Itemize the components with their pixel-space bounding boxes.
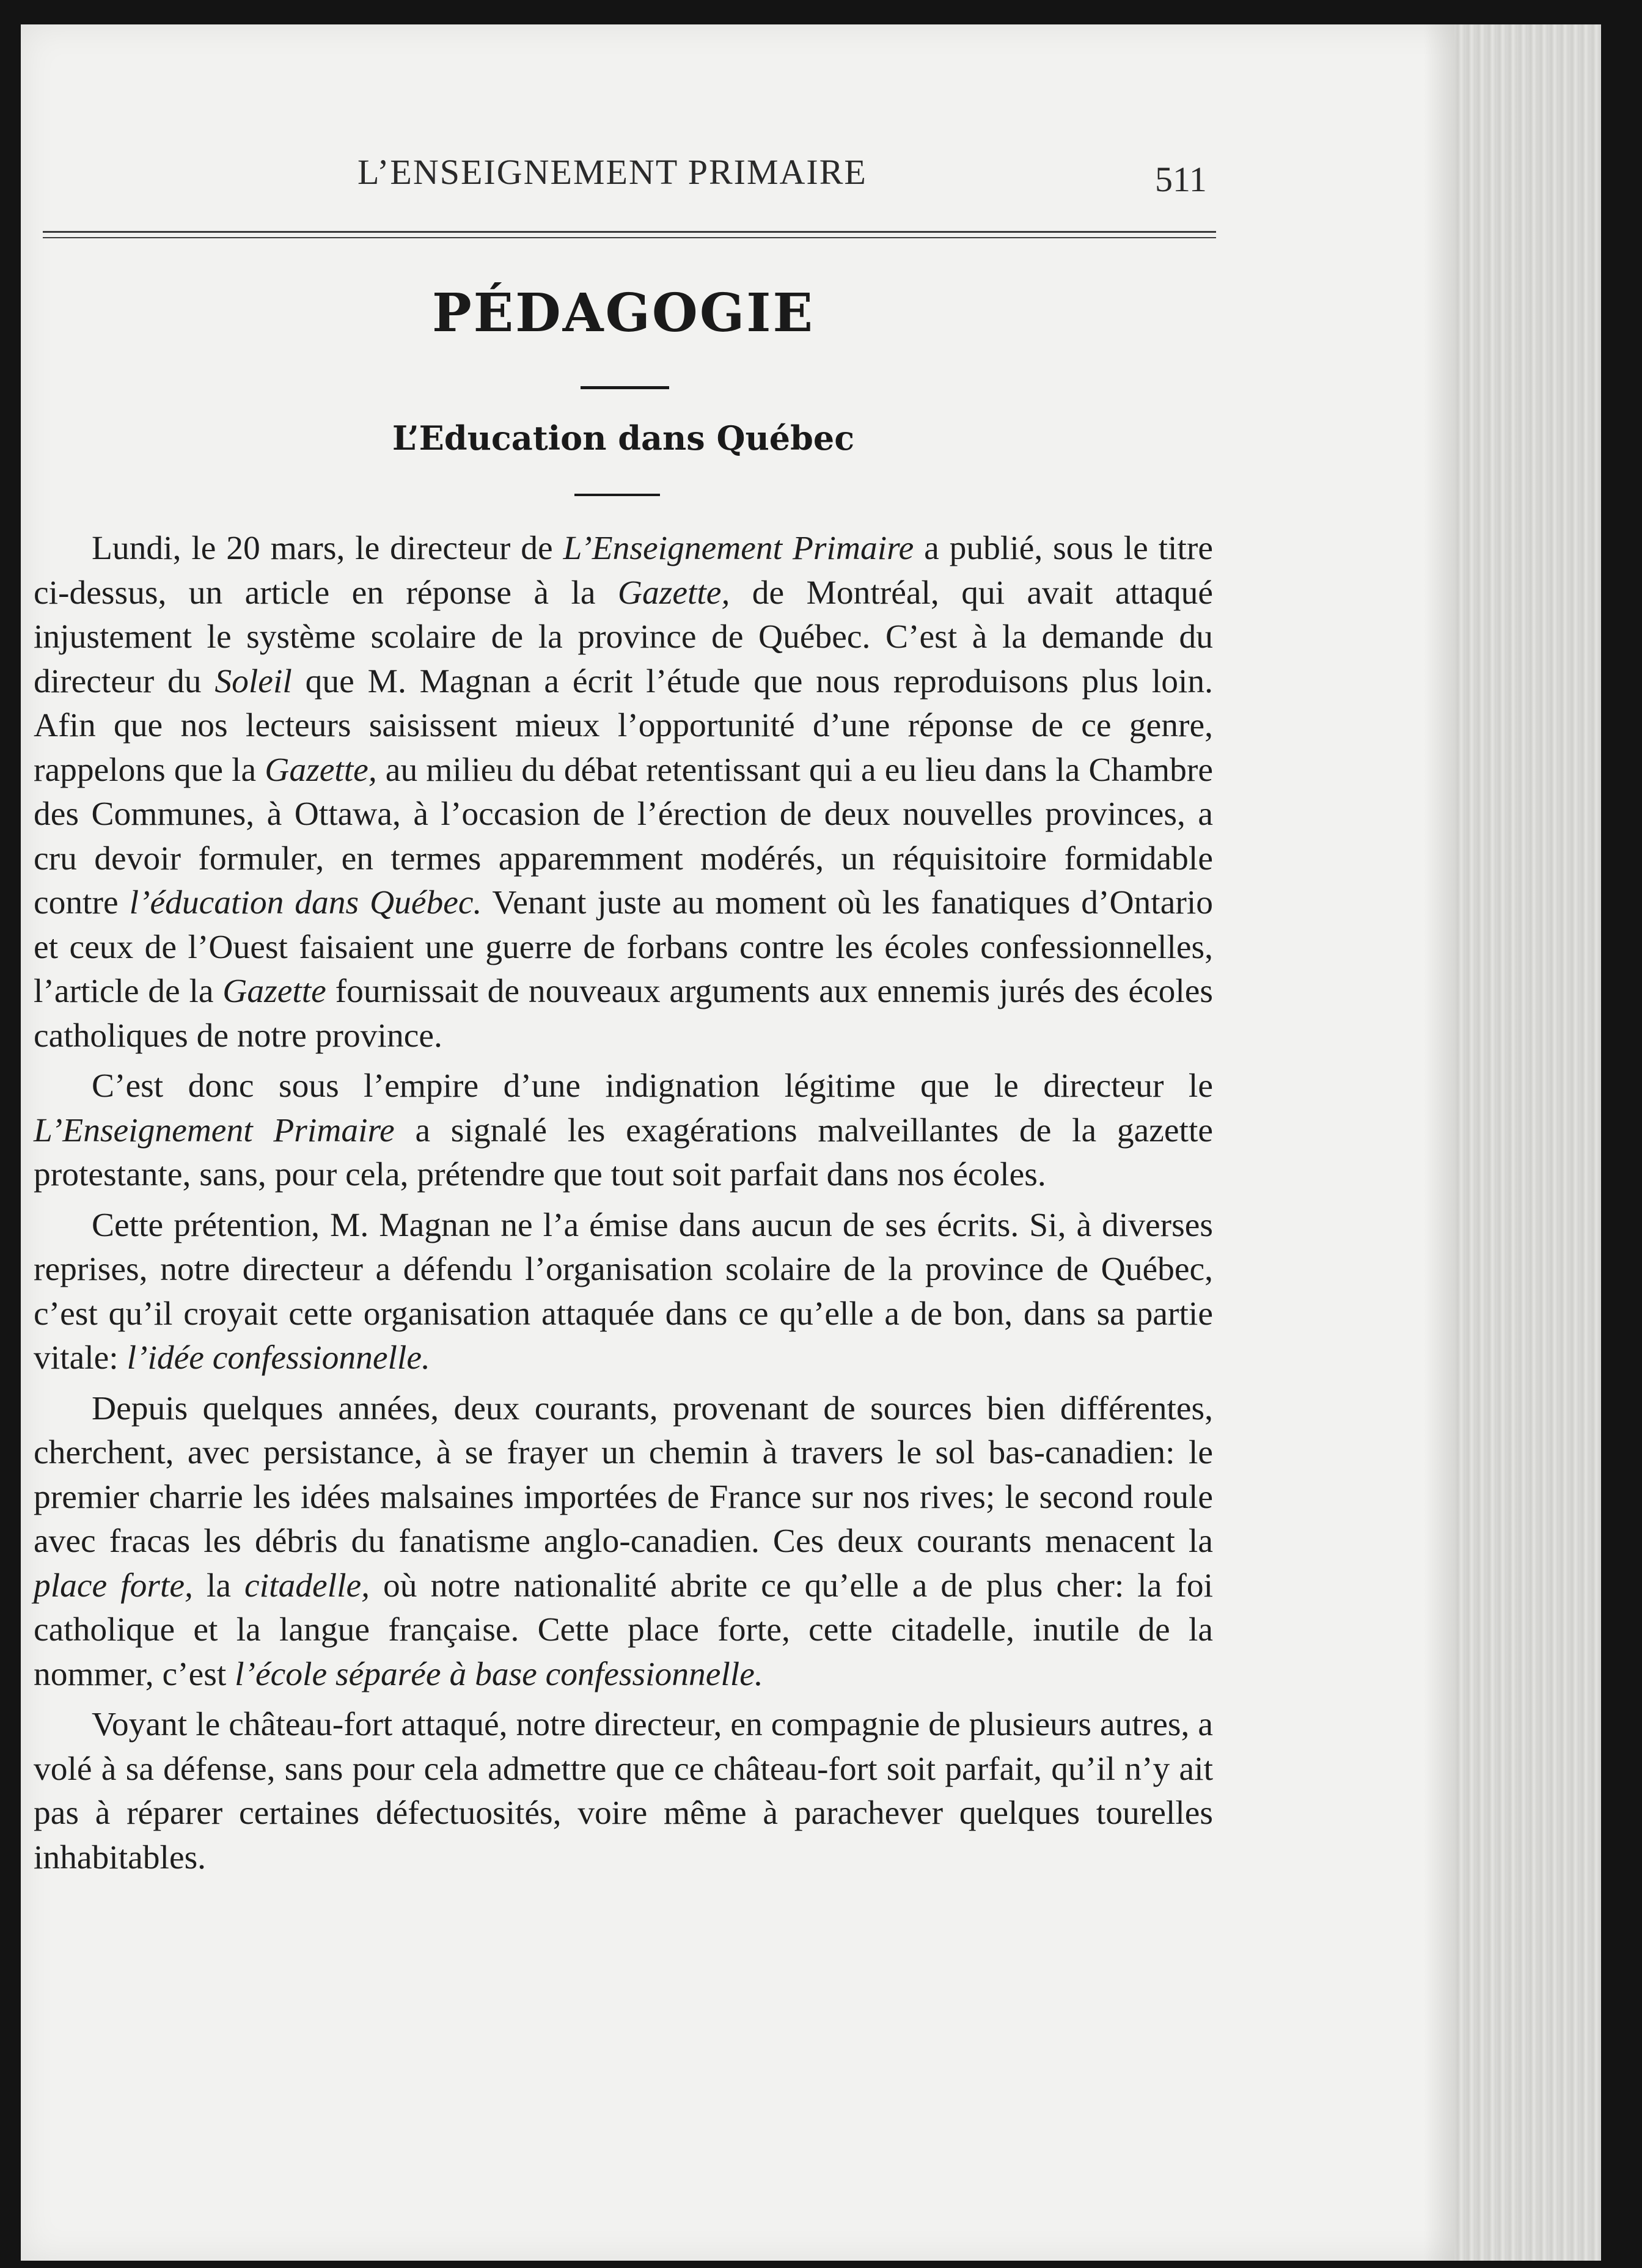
text-run: Depuis quelques années, deux courants, provenant de sources bien différentes, cherchent, avec persistance, à se frayer un chemin à travers le sol bas-canadien: le premier charrie les idées malsaines importées de France sur nos rives; le second roule avec fracas les débris du fanatisme anglo-canadien. Ces deux courants menacent la [34, 1389, 1213, 1560]
text-run: Cette prétention, M. Magnan ne l’a émise dans aucun de ses écrits. Si, à diverses reprises, notre directeur a défendu l’organisation scolaire de la province de Québec, c’est qu’il croyait cette organisation attaquée dans ce qu’elle a de bon, dans sa partie vitale: [34, 1206, 1213, 1377]
body-paragraph [34, 1387, 1213, 1697]
italic-text-run: place forte, [34, 1567, 193, 1604]
italic-text-run: l’idée confessionnelle. [126, 1339, 430, 1377]
title-divider-rule [581, 386, 669, 389]
header-rule-bottom [43, 237, 1216, 238]
italic-text-run: l’école séparée à base confessionnelle. [235, 1655, 763, 1693]
article-title: L’Education dans Québec [392, 419, 855, 458]
text-run: la [192, 1567, 245, 1604]
italic-text-run: L’Enseignement Primaire [563, 530, 914, 567]
text-run: que M. Magnan a écrit l’étude que nous reproduisons plus loin. Afin que nos lecteurs saisissent mieux l’opportunité d’une réponse de ce genre, rappelons que la [34, 662, 1213, 789]
text-run: où notre nationalité abrite ce qu’elle a de plus cher: la foi catholique et la langue française. Cette place forte, cette citadelle, inutile de la nommer, c’est [34, 1567, 1214, 1693]
page-number: 511 [1155, 159, 1207, 199]
text-run: au milieu du débat retentissant qui a eu lieu dans la Chambre des Communes, à Ottawa, à l’occasion de l’érection de deux nouvelles provinces, a cru devoir formuler, en termes apparemment modérés, un réquisitoire formidable contre [34, 751, 1213, 921]
article-title-divider-rule [574, 494, 660, 496]
body-paragraph [34, 1703, 1213, 1880]
text-run: a signalé les exagérations malveillantes de la gazette protestante, sans, pour cela, prétendre que tout soit parfait dans nos écoles. [34, 1111, 1214, 1193]
text-run: Venant juste au moment où les fanatiques d’Ontario et ceux de l’Ouest faisaient une guerre de forbans contre les écoles confessionnelles, l’article de la [34, 884, 1213, 1010]
italic-text-run: l’éducation dans Québec. [129, 884, 482, 921]
body-paragraph [34, 527, 1213, 1058]
text-run: de Montréal, qui avait attaqué injustement le système scolaire de la province de Québec. C’est à la demande du directeur du [34, 574, 1213, 700]
text-run: Lundi, le 20 mars, le directeur de [92, 530, 563, 567]
text-run: fournissait de nouveaux arguments aux ennemis jurés des écoles catholiques de notre province. [34, 973, 1213, 1055]
text-run: Voyant le château-fort attaqué, notre directeur, en compagnie de plusieurs autres, a volé à sa défense, sans pour cela admettre que ce château-fort soit parfait, qu’il n’y ait pas à réparer certaines défectuosités, voire même à parachever quelques tourelles inhabitables. [34, 1706, 1213, 1876]
italic-text-run: Gazette, [617, 574, 730, 612]
text-run: C’est donc sous l’empire d’une indignation légitime que le directeur le [92, 1067, 1213, 1105]
italic-text-run: Gazette [222, 973, 326, 1010]
italic-text-run: Gazette, [265, 751, 377, 789]
body-paragraph [34, 1064, 1213, 1198]
italic-text-run: citadelle, [244, 1567, 370, 1604]
article-body [34, 527, 1213, 1880]
running-head: L’ENSEIGNEMENT PRIMAIRE [357, 152, 867, 192]
body-paragraph [34, 1204, 1213, 1381]
italic-text-run: L’Enseignement Primaire [34, 1111, 395, 1149]
book-page-edges [1454, 24, 1601, 2261]
section-title: PÉDAGOGIE [431, 282, 815, 344]
text-run: a publié, sous le titre ci-dessus, un article en réponse à la [34, 530, 1214, 612]
italic-text-run: Soleil [214, 662, 292, 700]
header-rule-top [43, 231, 1216, 233]
